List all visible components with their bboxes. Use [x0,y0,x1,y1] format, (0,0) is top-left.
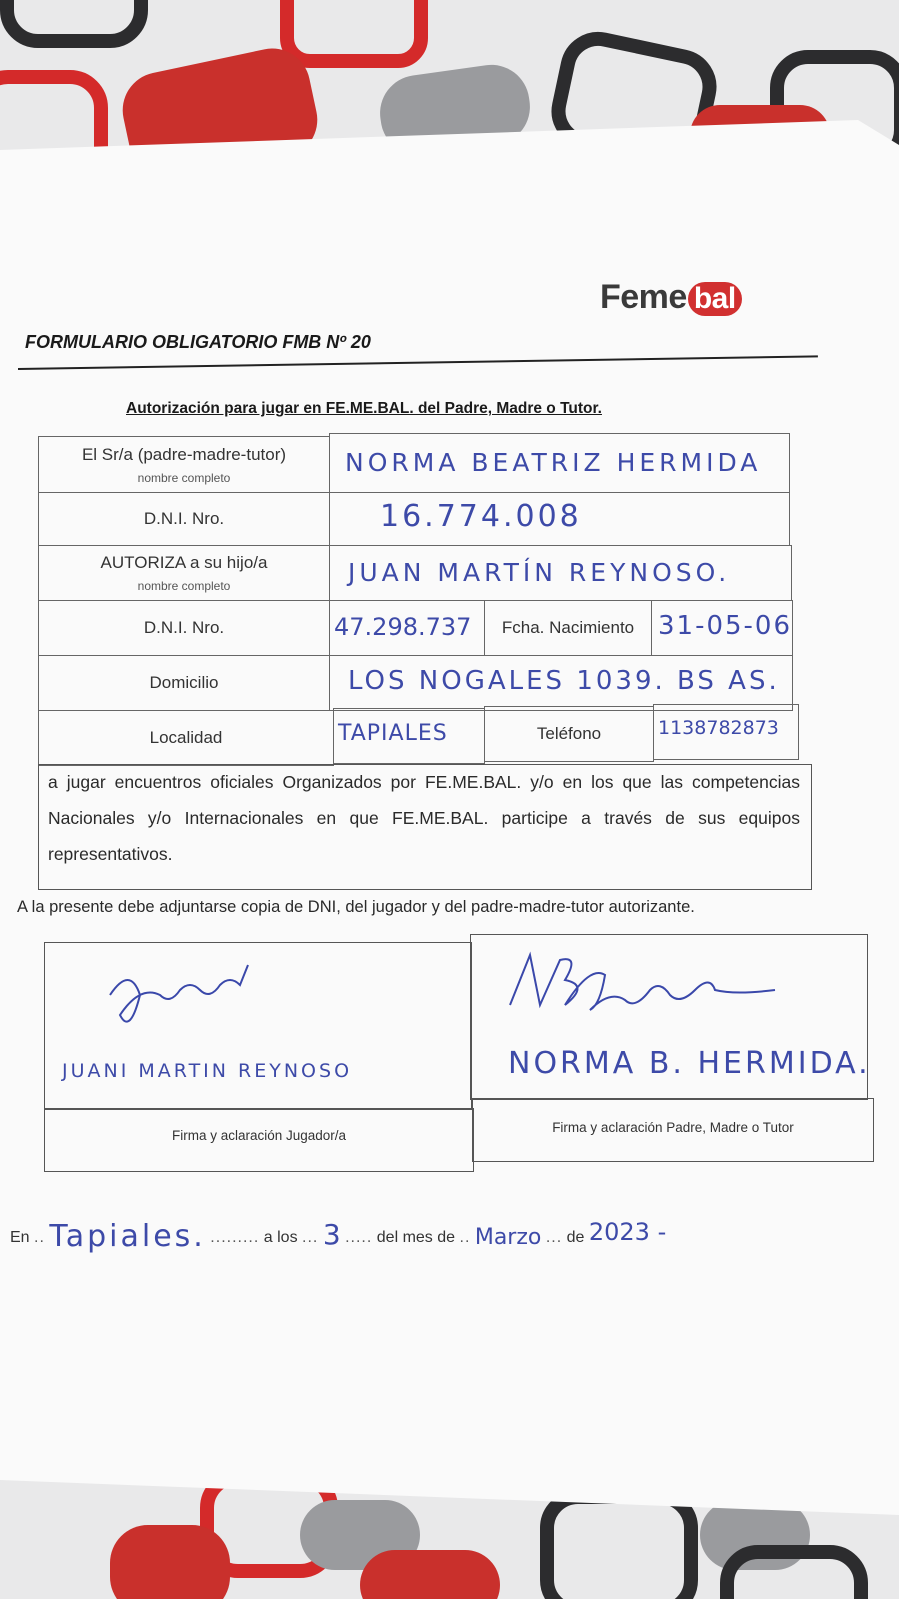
guardian-dni-value-cell [329,492,790,546]
authorization-paragraph: a jugar encuentros oficiales Organizados por FE.ME.BAL. y/o en los que las competencias Nacionales y/o Internacionales en que FE.ME.BAL. participe a través de sus equipos representativos. [48,772,800,864]
birth-label-cell [484,600,652,656]
phone-value: 1138782873 [658,717,779,739]
en-label: En [10,1229,30,1246]
fabric-shape [720,1545,868,1599]
guardian-label-cell [38,436,330,493]
logo-pill: bal [688,282,742,316]
child-label: AUTORIZA a su hijo/a [100,553,268,572]
child-sublabel: nombre completo [137,579,231,593]
de-label: de [566,1229,585,1246]
phone-label: Teléfono [536,724,602,743]
player-printed-name: JUANI MARTIN REYNOSO [62,1060,353,1082]
fabric-shape [0,0,148,48]
logo-text: Feme [600,278,687,316]
address-value: LOS NOGALES 1039. BS AS. [348,666,780,696]
guardian-printed-name: NORMA B. HERMIDA. [508,1046,871,1081]
phone-label-cell [484,706,654,762]
year-value: 2023 - [588,1218,667,1246]
address-label-cell [38,655,330,711]
guardian-dni-label: D.N.I. Nro. [143,509,225,528]
guardian-signature-caption: Firma y aclaración Padre, Madre o Tutor [552,1120,794,1135]
locality-value: TAPIALES [338,721,448,746]
form-title: FORMULARIO OBLIGATORIO FMB Nº 20 [25,332,371,352]
address-value-cell [329,655,793,711]
locality-label: Localidad [149,728,223,747]
locality-label-cell [38,710,334,766]
address-label: Domicilio [149,673,219,692]
birth-value: 31-05-06 [658,611,793,641]
guardian-sublabel: nombre completo [137,470,231,485]
locality-value-cell [333,708,485,764]
day-value: 3 [322,1218,341,1251]
child-label-cell [38,545,330,601]
place-value: Tapiales. [49,1219,206,1254]
fabric-shape [110,1525,230,1599]
phone-value-cell [653,704,799,760]
birth-label: Fcha. Nacimiento [501,618,635,637]
child-dni-label: D.N.I. Nro. [143,618,225,637]
guardian-label: El Sr/a (padre-madre-tutor) [81,444,287,464]
a-los-label: a los [263,1229,298,1246]
month-value: Marzo [474,1225,542,1250]
child-name-value: JUAN MARTÍN REYNOSO. [348,558,731,587]
guardian-value-cell [329,433,790,493]
guardian-dni-value: 16.774.008 [380,499,582,534]
guardian-dni-label-cell [38,492,330,546]
attachment-note: A la presente debe adjuntarse copia de DNI, del jugador y del padre-madre-tutor autorizante. [17,898,695,916]
mes-label: del mes de [376,1229,456,1246]
child-dni-value: 47.298.737 [334,613,472,641]
fabric-shape [360,1550,500,1599]
fabric-shape [540,1490,698,1599]
guardian-signature-scribble [500,945,830,1025]
place-date-line: En .. Tapiales. ......... a los ... 3 ..... del mes de .. Marzo ... de 2023 - [10,1218,667,1254]
child-value-cell [329,545,792,601]
fabric-shape [280,0,428,68]
child-dni-label-cell [38,600,330,656]
femebal-logo [600,278,742,317]
guardian-name-value: NORMA BEATRIZ HERMIDA [345,448,762,477]
form-subtitle: Autorización para jugar en FE.ME.BAL. del Padre, Madre o Tutor. [126,400,602,417]
player-signature-scribble [100,955,260,1035]
birth-value-cell [651,600,793,656]
player-signature-caption: Firma y aclaración Jugador/a [171,1128,347,1143]
child-dni-value-cell [329,600,485,656]
